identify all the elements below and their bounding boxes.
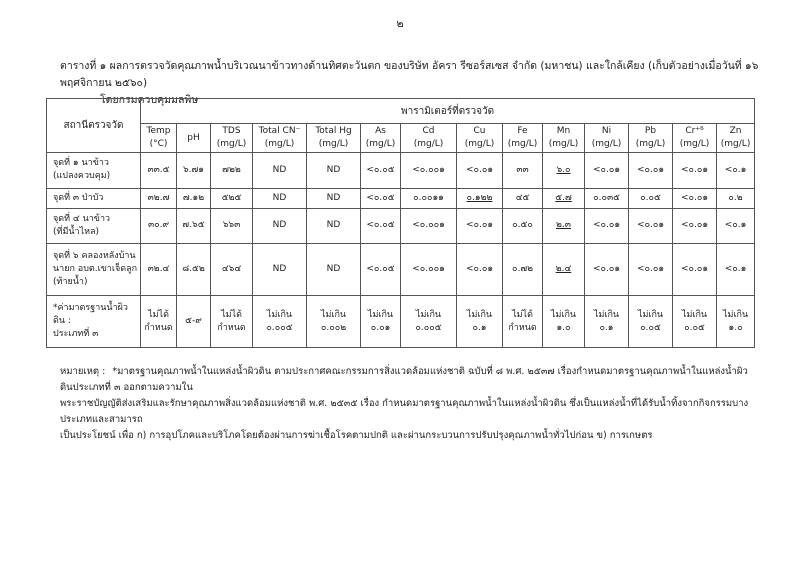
station-line: จุดที่ ๓ ป่าบัว — [53, 192, 104, 203]
value-cell: ND — [307, 153, 361, 189]
standard-line: ๑.๐ — [556, 322, 571, 333]
value-cell: ND — [307, 188, 361, 208]
value-cell: ๗.๑๒ — [177, 188, 211, 208]
column-name: Total CN⁻ — [258, 126, 301, 136]
column-name: pH — [187, 132, 200, 143]
column-unit: (mg/L) — [548, 139, 579, 149]
station-line: นายก อบต.เขาเจ็ดลูก — [53, 264, 138, 275]
value-cell: <๐.๑ — [717, 244, 755, 296]
standard-line: ๐.๐๐๒ — [320, 322, 347, 333]
value-cell: ND — [253, 188, 307, 208]
standard-cell — [211, 296, 253, 348]
value-cell: <๐.๐๑ — [673, 188, 717, 208]
standard-line: ไม่เกิน — [593, 309, 620, 320]
column-header — [585, 124, 629, 153]
value-cell: <๐.๐๕ — [361, 153, 401, 189]
value-cell: <๐.๐๐๑ — [401, 208, 457, 244]
value-cell: <๐.๐๑ — [629, 244, 673, 296]
standard-line: กำหนด — [508, 322, 537, 333]
standard-row — [47, 296, 755, 348]
station-cell — [47, 153, 141, 189]
standard-line: ๐.๐๐๕ — [415, 322, 442, 333]
standard-line: ไม่เกิน — [722, 309, 749, 320]
value-cell: <๐.๐๑ — [629, 208, 673, 244]
value-cell: ๐.๗๒ — [503, 244, 543, 296]
standard-cell — [141, 296, 177, 348]
value-cell: ๓๒.๗ — [141, 188, 177, 208]
page-number: ๒ — [396, 17, 404, 30]
value-cell: ๒.๓ — [543, 208, 585, 244]
station-line: ประเภทที่ ๓ — [53, 329, 99, 340]
station-line: (ท้ายน้ำ) — [53, 277, 88, 288]
value-cell: <๐.๐๑ — [457, 244, 503, 296]
value-cell: ๓๓.๕ — [141, 153, 177, 189]
footnote-line-1: *มาตรฐานคุณภาพน้ำในแหล่งน้ำผิวดิน ตามประกาศคณะกรรมการสิ่งแวดล้อมแห่งชาติ ฉบับที่ ๘ พ.ศ. ๒๕๓๗ เรื่องกำหนดมาตรฐานคุณภาพน้ำในแหล่งน้ำผิวดินประเภทที่ ๓ ออกตามความใน — [60, 366, 748, 393]
column-unit: (°C) — [149, 139, 168, 149]
standard-line: ไม่ได้ — [512, 309, 533, 320]
standard-cell — [307, 296, 361, 348]
value-cell: ๔๕ — [503, 188, 543, 208]
caption-line-2: โดยกรมควบคุมมลพิษ — [100, 94, 199, 106]
value-cell: ND — [307, 208, 361, 244]
value-cell: ๖.๐ — [543, 153, 585, 189]
table-row — [47, 208, 755, 244]
column-unit: (mg/L) — [591, 139, 622, 149]
column-header — [253, 124, 307, 153]
value-cell: ND — [253, 153, 307, 189]
value-cell: ๔๖๔ — [211, 244, 253, 296]
standard-line: ไม่เกิน — [637, 309, 664, 320]
standard-line: ๐.๑ — [472, 322, 487, 333]
footnote-line-2: พระราชบัญญัติส่งเสริมและรักษาคุณภาพสิ่งแวดล้อมแห่งชาติ พ.ศ. ๒๕๓๕ เรื่อง กำหนดมาตรฐานคุณภาพน้ำในแหล่งน้ำผิวดิน ซึ่งเป็นแหล่งน้ำที่ได้รับน้ำทิ้งจากกิจกรรมบางประเภทและสามารถ — [60, 398, 749, 425]
value-cell: ๗.๖๕ — [177, 208, 211, 244]
value-cell: ND — [253, 244, 307, 296]
value-cell: ๖๖๓ — [211, 208, 253, 244]
standard-line: ๐.๐๕ — [640, 322, 661, 333]
value-cell: <๐.๐๐๑ — [401, 244, 457, 296]
column-unit: (mg/L) — [507, 139, 538, 149]
column-header — [503, 124, 543, 153]
standard-line: กำหนด — [144, 322, 173, 333]
column-header — [543, 124, 585, 153]
column-unit: (mg/L) — [679, 139, 710, 149]
table-row — [47, 153, 755, 189]
table-row — [47, 188, 755, 208]
standard-line: ไม่เกิน — [367, 309, 394, 320]
column-unit: (mg/L) — [635, 139, 666, 149]
column-unit: (mg/L) — [720, 139, 751, 149]
column-unit: (mg/L) — [264, 139, 295, 149]
station-line: จุดที่ ๔ นาข้าว — [53, 213, 111, 224]
value-cell: <๐.๐๐๑ — [401, 153, 457, 189]
standard-cell — [585, 296, 629, 348]
column-header — [177, 124, 211, 153]
standard-line: กำหนด — [217, 322, 246, 333]
standard-cell — [543, 296, 585, 348]
value-cell: ๐.๕๐ — [503, 208, 543, 244]
value-cell: <๐.๐๑ — [585, 208, 629, 244]
value-cell: ๕๒๕ — [211, 188, 253, 208]
value-cell: <๐.๑ — [717, 153, 755, 189]
column-unit: (mg/L) — [413, 139, 444, 149]
value-cell: <๐.๐๕ — [361, 208, 401, 244]
station-line: จุดที่ ๑ นาข้าว — [53, 158, 109, 169]
column-name: Total Hg — [315, 126, 352, 136]
caption-line-1: ตารางที่ ๑ ผลการตรวจวัดคุณภาพน้ำบริเวณนาข้าวทางด้านทิศตะวันตก ของบริษัท อัครา รีซอร์สเซส จำกัด (มหาชน) และใกล้เคียง (เก็บตัวอย่างเมื่อวันที่ ๑๖ พฤศจิกายน ๒๕๖๐) — [60, 60, 759, 89]
column-name: Mn — [556, 126, 571, 136]
standard-line: ๐.๐๐๕ — [266, 322, 293, 333]
standard-line: ไม่เกิน — [681, 309, 708, 320]
standard-line: ๐.๑ — [599, 322, 614, 333]
column-header — [629, 124, 673, 153]
standard-line: ไม่เกิน — [415, 309, 442, 320]
standard-line: ไม่เกิน — [466, 309, 493, 320]
column-unit: (mg/L) — [216, 139, 247, 149]
footnote — [60, 364, 760, 444]
column-header — [401, 124, 457, 153]
station-header: สถานีตรวจวัด — [47, 99, 141, 153]
column-header — [211, 124, 253, 153]
standard-cell — [717, 296, 755, 348]
standard-line: ๐.๐๑ — [370, 322, 391, 333]
standard-cell — [629, 296, 673, 348]
station-line: จุดที่ ๖ คลองหลังบ้าน — [53, 251, 136, 262]
column-header — [457, 124, 503, 153]
standard-line: ๕-๙ — [185, 316, 202, 327]
station-cell — [47, 188, 141, 208]
standard-cell — [673, 296, 717, 348]
value-cell: ND — [253, 208, 307, 244]
column-header — [141, 124, 177, 153]
value-cell: <๐.๐๑ — [673, 208, 717, 244]
station-cell — [47, 208, 141, 244]
standard-cell — [401, 296, 457, 348]
column-unit: (mg/L) — [365, 139, 396, 149]
standard-line: ไม่เกิน — [266, 309, 293, 320]
station-line: (แปลงควบคุม) — [53, 171, 111, 182]
parameters-header: พารามิเตอร์ที่ตรวจวัด — [141, 99, 755, 124]
standard-cell — [361, 296, 401, 348]
value-cell: <๐.๐๑ — [585, 153, 629, 189]
value-cell: ๗๒๒ — [211, 153, 253, 189]
value-cell: ๓๐.๙ — [141, 208, 177, 244]
value-cell: ๕.๗ — [543, 188, 585, 208]
standard-line: ไม่เกิน — [550, 309, 577, 320]
value-cell: ๓๓ — [503, 153, 543, 189]
column-name: Cd — [422, 126, 435, 136]
station-line: *ค่ามาตรฐานน้ำผิวดิน : — [53, 303, 128, 327]
value-cell: ND — [307, 244, 361, 296]
standard-line: ไม่ได้ — [221, 309, 242, 320]
station-cell — [47, 244, 141, 296]
station-line: (ที่มีน้ำไหล) — [53, 226, 100, 237]
value-cell: ๖.๗๑ — [177, 153, 211, 189]
column-header — [307, 124, 361, 153]
standard-cell — [177, 296, 211, 348]
standard-line: ไม่เกิน — [320, 309, 347, 320]
table-body — [47, 153, 755, 348]
column-header — [361, 124, 401, 153]
column-name: As — [375, 126, 386, 136]
standard-line: ๑.๐ — [728, 322, 743, 333]
table-row — [47, 244, 755, 296]
value-cell: ๐.๐๐๑๑ — [401, 188, 457, 208]
value-cell: ๐.๐๕ — [629, 188, 673, 208]
value-cell: <๐.๐๑ — [585, 244, 629, 296]
station-cell — [47, 296, 141, 348]
standard-cell — [253, 296, 307, 348]
standard-line: ๐.๐๕ — [684, 322, 705, 333]
column-name: Zn — [729, 126, 742, 136]
column-name: Fe — [517, 126, 528, 136]
value-cell: <๐.๑ — [717, 208, 755, 244]
column-header — [673, 124, 717, 153]
value-cell: <๐.๐๑ — [457, 208, 503, 244]
value-cell: <๐.๐๕ — [361, 188, 401, 208]
column-name: Ni — [601, 126, 612, 136]
footnote-label: หมายเหตุ : — [60, 366, 106, 377]
column-name: Cr⁺⁶ — [685, 126, 704, 136]
column-unit: (mg/L) — [318, 139, 349, 149]
value-cell: ๒.๔ — [543, 244, 585, 296]
column-name: Cu — [473, 126, 486, 136]
value-cell: ๐.๑๒๒ — [457, 188, 503, 208]
value-cell: <๐.๐๕ — [361, 244, 401, 296]
value-cell: ๘.๕๒ — [177, 244, 211, 296]
value-cell: <๐.๐๑ — [629, 153, 673, 189]
standard-cell — [503, 296, 543, 348]
value-cell: <๐.๐๑ — [673, 153, 717, 189]
standard-line: ไม่ได้ — [148, 309, 169, 320]
value-cell: ๓๒.๔ — [141, 244, 177, 296]
value-cell: ๐.๐๓๕ — [585, 188, 629, 208]
value-cell: <๐.๐๑ — [673, 244, 717, 296]
column-header-row — [47, 124, 755, 153]
column-name: Temp — [146, 126, 171, 136]
value-cell: ๐.๒ — [717, 188, 755, 208]
standard-cell — [457, 296, 503, 348]
column-name: Pb — [644, 126, 657, 136]
column-unit: (mg/L) — [464, 139, 495, 149]
value-cell: <๐.๐๑ — [457, 153, 503, 189]
water-quality-table — [46, 98, 755, 348]
column-header — [717, 124, 755, 153]
footnote-line-3: เป็นประโยชน์ เพื่อ ก) การอุปโภคและบริโภคโดยต้องผ่านการฆ่าเชื้อโรคตามปกติ และผ่านกระบวนการปรับปรุงคุณภาพน้ำทั่วไปก่อน ข) การเกษตร — [60, 430, 653, 441]
column-name: TDS — [222, 126, 241, 136]
